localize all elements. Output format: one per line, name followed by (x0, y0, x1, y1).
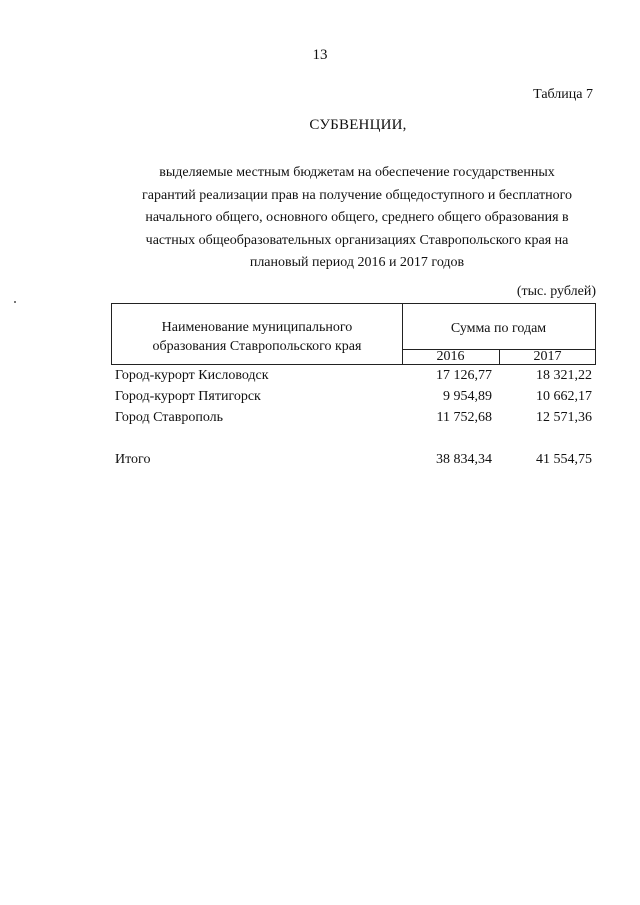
subtitle-line: частных общеобразовательных организациях Ставропольского края на (145, 232, 569, 248)
margin-dot (14, 301, 16, 303)
document-title: СУБВЕНЦИИ, (309, 117, 407, 133)
page-number: 13 (312, 47, 328, 63)
row-value-2016: 11 752,68 (436, 410, 492, 425)
header-name-cell (112, 318, 402, 356)
total-value-2017: 41 554,75 (536, 452, 592, 467)
row-value-2017: 10 662,17 (536, 389, 592, 404)
table-label: Таблица 7 (533, 87, 593, 102)
total-value-2016: 38 834,34 (436, 452, 492, 467)
table-row (111, 410, 596, 430)
row-value-2016: 17 126,77 (436, 368, 492, 383)
row-name: Город-курорт Кисловодск (115, 368, 269, 383)
header-year-2017: 2017 (533, 349, 562, 364)
row-name: Город-курорт Пятигорск (115, 389, 261, 404)
subtitle-line: начального общего, основного общего, среднего общего образования в (145, 210, 569, 225)
table-row (111, 389, 596, 409)
header-name-line: Наименование муниципального (161, 320, 353, 335)
total-name: Итого (115, 452, 151, 467)
subtitle-line: выделяемые местным бюджетам на обеспечение государственных (159, 165, 555, 180)
units-label: (тыс. рублей) (516, 284, 596, 299)
header-sum-cell: Сумма по годам (450, 321, 547, 336)
table-row (111, 368, 596, 388)
subtitle-line: гарантий реализации прав на получение общедоступного и бесплатного (142, 187, 572, 203)
row-value-2017: 12 571,36 (536, 410, 592, 425)
document-subtitle (70, 162, 640, 275)
table-total-row (111, 452, 596, 472)
row-name: Город Ставрополь (115, 410, 224, 425)
row-value-2017: 18 321,22 (536, 368, 592, 383)
subtitle-line: плановый период 2016 и 2017 годов (249, 255, 465, 270)
row-value-2016: 9 954,89 (443, 389, 492, 404)
header-year-2016: 2016 (436, 349, 465, 364)
header-name-line: образования Ставропольского края (152, 339, 362, 354)
table-header (111, 303, 596, 365)
